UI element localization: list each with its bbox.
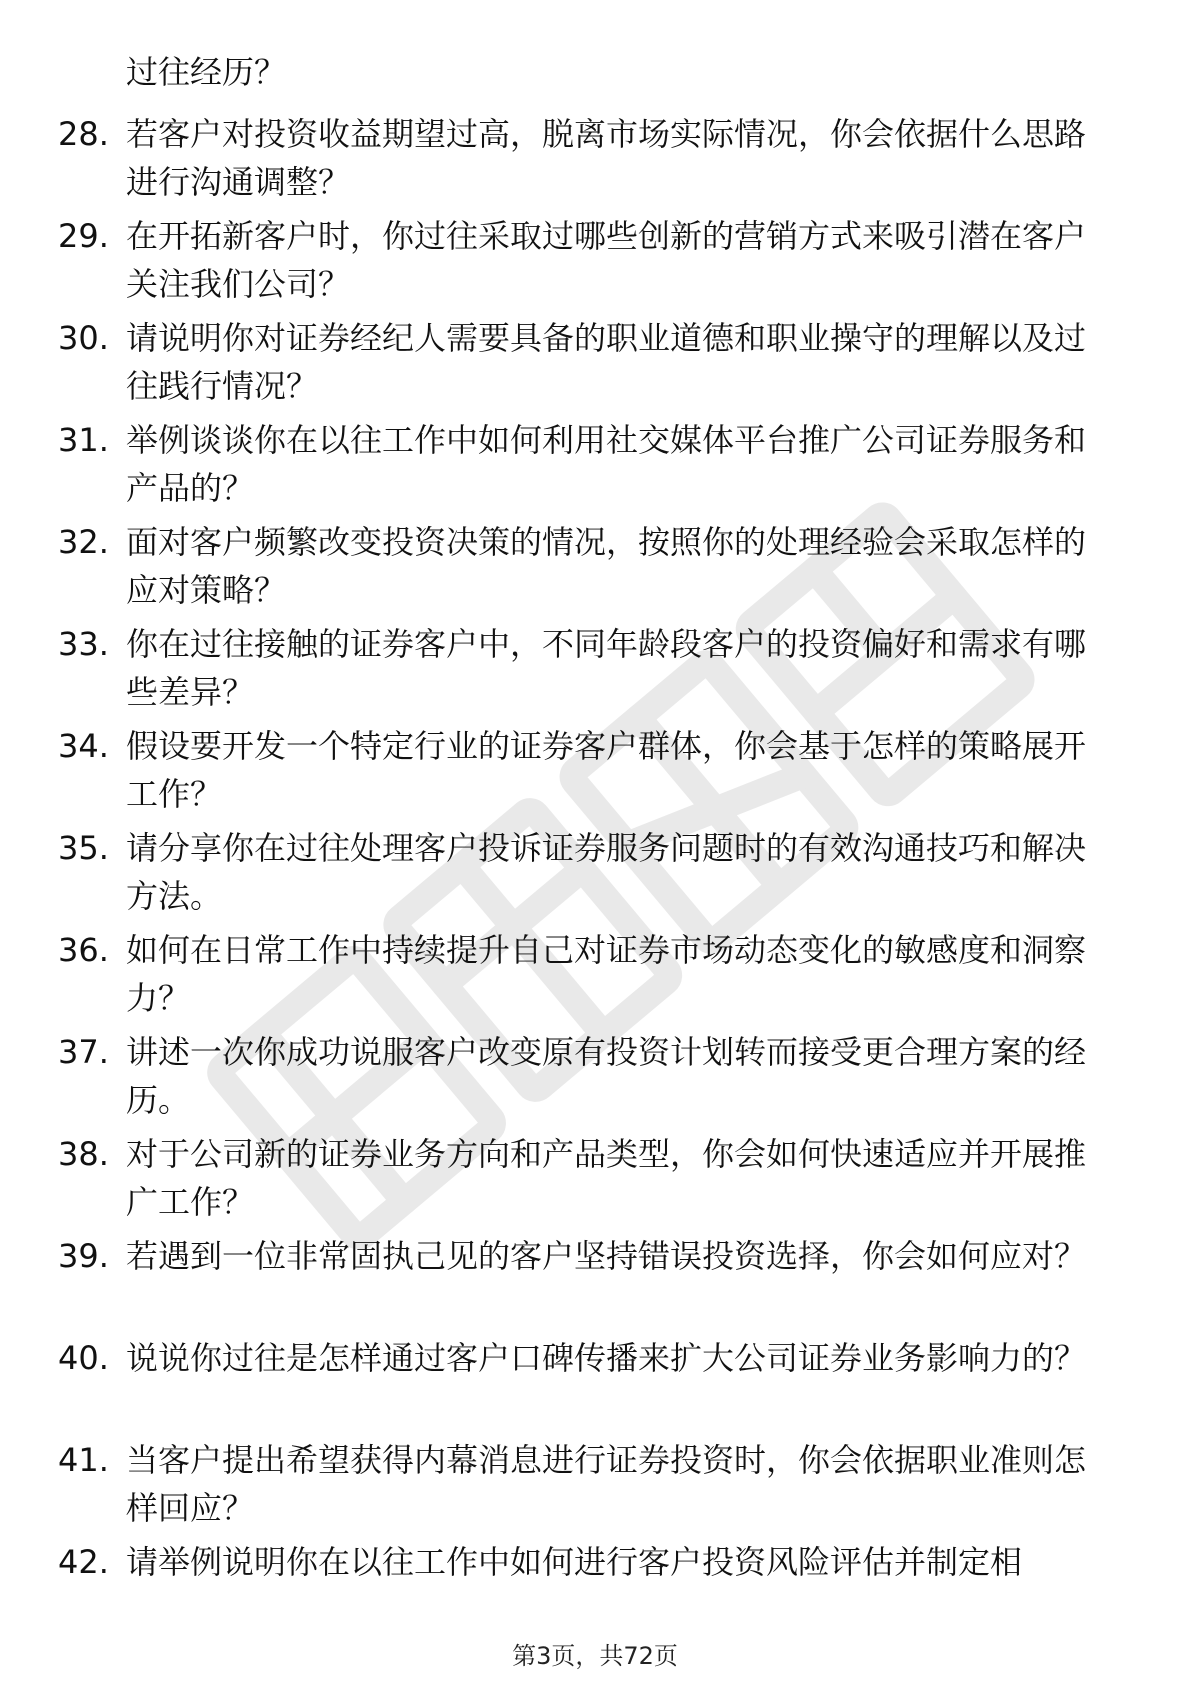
list-item <box>0 314 1190 414</box>
question-text: 在开拓新客户时，你过往采取过哪些创新的营销方式来吸引潜在客户关注我们公司？ <box>126 217 1087 303</box>
question-text: 若遇到一位非常固执己见的客户坚持错误投资选择，你会如何应对？ <box>126 1237 1087 1275</box>
question-number: 41. <box>58 1441 109 1479</box>
question-text: 若客户对投资收益期望过高，脱离市场实际情况，你会依据什么思路进行沟通调整？ <box>126 115 1087 201</box>
question-text: 说说你过往是怎样通过客户口碑传播来扩大公司证券业务影响力的？ <box>126 1339 1087 1377</box>
list-item <box>0 212 1190 312</box>
continued-question-text: 过往经历？ <box>126 53 287 91</box>
question-number: 34. <box>58 727 109 765</box>
question-number: 28. <box>58 115 109 153</box>
list-item <box>0 416 1190 516</box>
list-item <box>0 620 1190 720</box>
question-text: 假设要开发一个特定行业的证券客户群体，你会基于怎样的策略展开工作？ <box>126 727 1087 813</box>
question-text: 请举例说明你在以往工作中如何进行客户投资风险评估并制定相 <box>126 1543 1023 1581</box>
question-text: 对于公司新的证券业务方向和产品类型，你会如何快速适应并开展推广工作？ <box>126 1135 1087 1221</box>
list-item <box>0 722 1190 822</box>
list-item <box>0 1130 1190 1230</box>
list-item <box>0 1538 1190 1638</box>
question-number: 36. <box>58 931 109 969</box>
question-number: 37. <box>58 1033 109 1071</box>
page-number-footer: 第3页，共72页 <box>512 1642 678 1670</box>
question-number: 33. <box>58 625 109 663</box>
question-number: 31. <box>58 421 109 459</box>
list-item <box>0 1028 1190 1128</box>
list-item <box>0 926 1190 1026</box>
question-number: 40. <box>58 1339 109 1377</box>
question-number: 32. <box>58 523 109 561</box>
question-number: 39. <box>58 1237 109 1275</box>
list-item <box>0 1334 1190 1434</box>
question-text: 举例谈谈你在以往工作中如何利用社交媒体平台推广公司证券服务和产品的？ <box>126 421 1087 507</box>
question-number: 42. <box>58 1543 109 1581</box>
question-text: 讲述一次你成功说服客户改变原有投资计划转而接受更合理方案的经历。 <box>126 1033 1087 1119</box>
question-number: 30. <box>58 319 109 357</box>
question-text: 面对客户频繁改变投资决策的情况，按照你的处理经验会采取怎样的应对策略？ <box>126 523 1087 609</box>
list-item <box>0 824 1190 924</box>
question-number: 38. <box>58 1135 109 1173</box>
question-text: 如何在日常工作中持续提升自己对证券市场动态变化的敏感度和洞察力？ <box>126 931 1087 1017</box>
list-item <box>0 518 1190 618</box>
question-number: 29. <box>58 217 109 255</box>
question-text: 请说明你对证券经纪人需要具备的职业道德和职业操守的理解以及过往践行情况？ <box>126 319 1087 405</box>
list-item <box>0 1436 1190 1536</box>
question-text: 当客户提出希望获得内幕消息进行证券投资时，你会依据职业准则怎样回应？ <box>126 1441 1087 1527</box>
question-number: 35. <box>58 829 109 867</box>
list-item <box>0 110 1190 210</box>
question-text: 你在过往接触的证券客户中，不同年龄段客户的投资偏好和需求有哪些差异？ <box>126 625 1087 711</box>
list-item <box>0 1232 1190 1332</box>
question-text: 请分享你在过往处理客户投诉证券服务问题时的有效沟通技巧和解决方法。 <box>126 829 1087 915</box>
